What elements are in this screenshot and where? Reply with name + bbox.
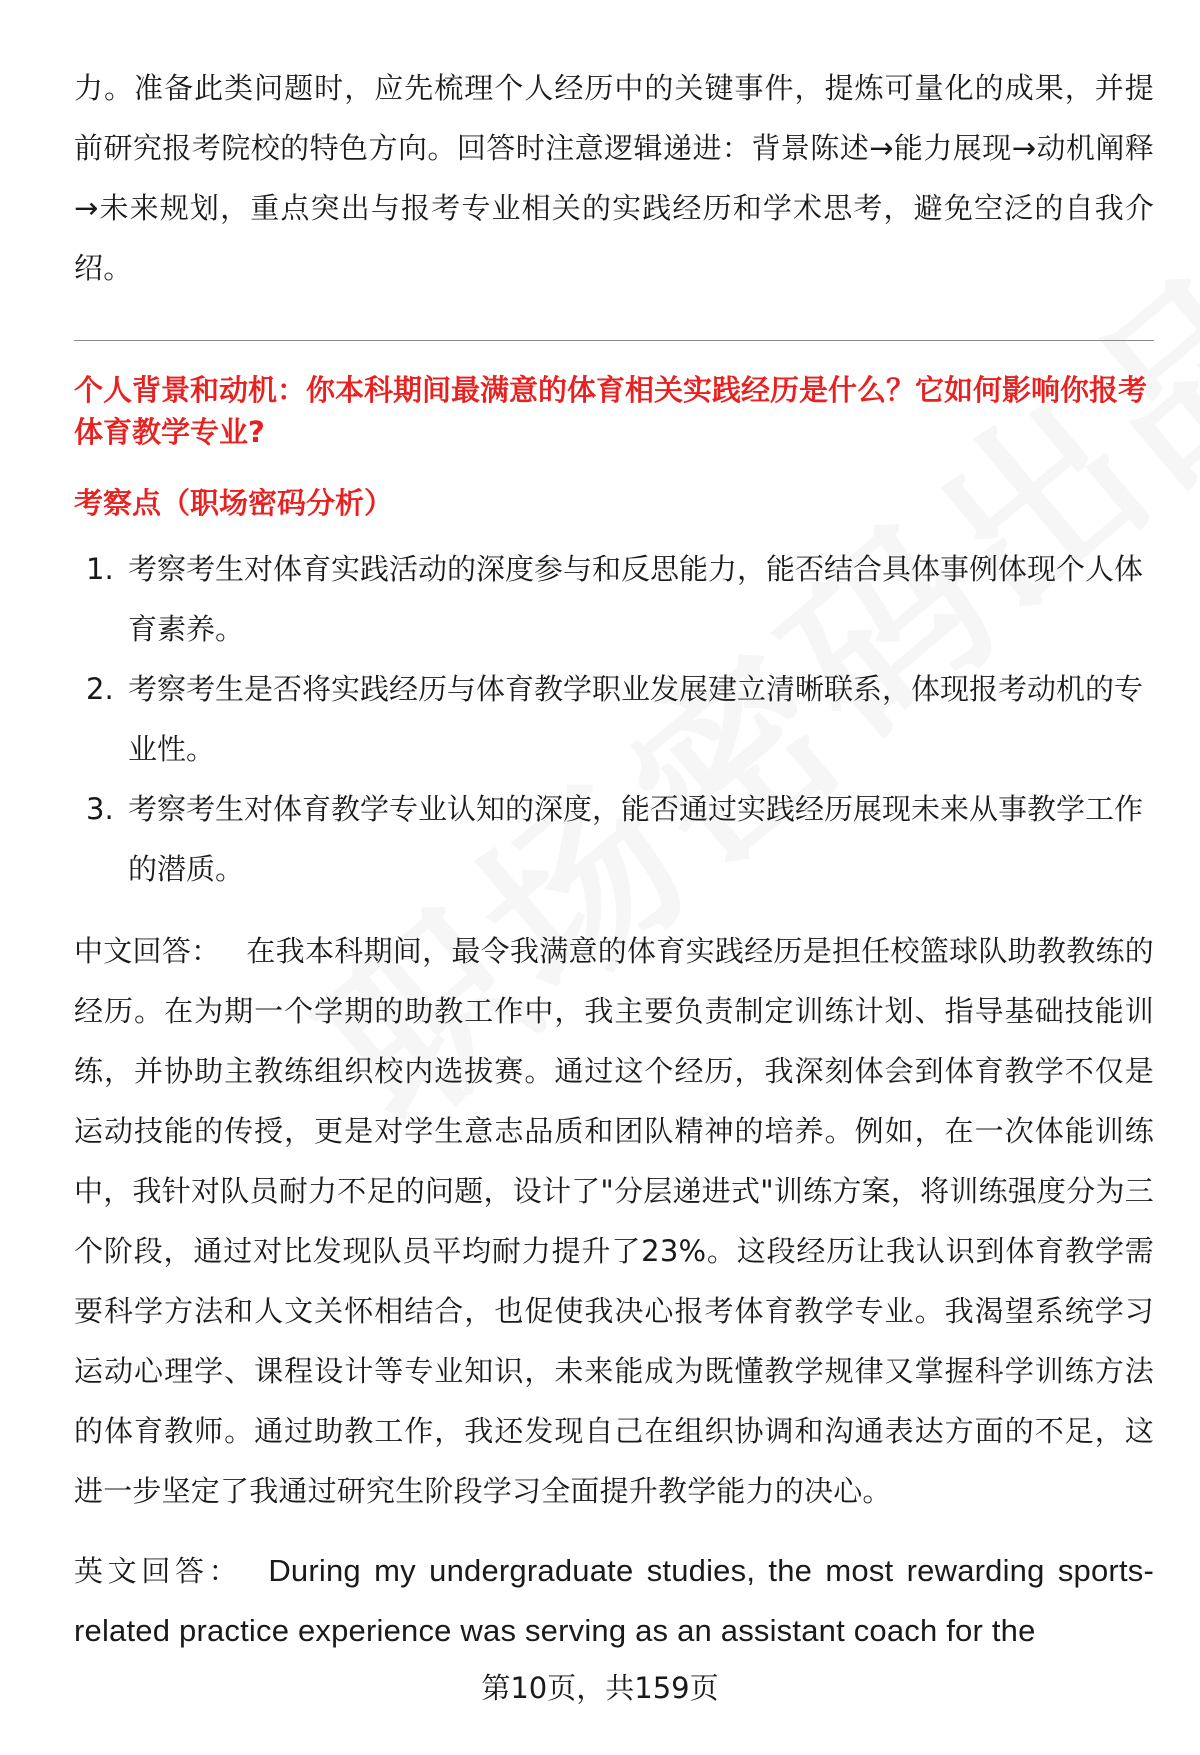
english-answer <box>74 1541 1154 1661</box>
chinese-answer-text: 在我本科期间，最令我满意的体育实践经历是担任校篮球队助教教练的经历。在为期一个学期的助教工作中，我主要负责制定训练计划、指导基础技能训练，并协助主教练组织校内选拔赛。通过这个经历，我深刻体会到体育教学不仅是运动技能的传授，更是对学生意志品质和团队精神的培养。例如，在一次体能训练中，我针对队员耐力不足的问题，设计了"分层递进式"训练方案，将训练强度分为三个阶段，通过对比发现队员平均耐力提升了23%。这段经历让我认识到体育教学需要科学方法和人文关怀相结合，也促使我决心报考体育教学专业。我渴望系统学习运动心理学、课程设计等专业知识，未来能成为既懂教学规律又掌握科学训练方法的体育教师。通过助教工作，我还发现自己在组织协调和沟通表达方面的不足，这进一步坚定了我通过研究生阶段学习全面提升教学能力的决心。 <box>74 934 1154 1508</box>
intro-paragraph: 力。准备此类问题时，应先梳理个人经历中的关键事件，提炼可量化的成果，并提前研究报考院校的特色方向。回答时注意逻辑递进：背景陈述→能力展现→动机阐释→未来规划，重点突出与报考专业相关的实践经历和学术思考，避免空泛的自我介绍。 <box>74 71 1154 285</box>
list-item-text: 考察考生是否将实践经历与体育教学职业发展建立清晰联系，体现报考动机的专业性。 <box>128 672 1144 766</box>
document-page <box>74 58 1154 1661</box>
section-divider <box>74 340 1154 341</box>
list-item-number: 2. <box>86 672 114 706</box>
list-item-text: 考察考生对体育实践活动的深度参与和反思能力，能否结合具体事例体现个人体育素养。 <box>128 552 1144 646</box>
list-item <box>74 659 1154 779</box>
question-title: 个人背景和动机：你本科期间最满意的体育相关实践经历是什么？它如何影响你报考体育教学专业? <box>74 373 1148 449</box>
assessment-subtitle: 考察点（职场密码分析） <box>74 486 394 520</box>
english-answer-text: During my undergraduate studies, the most rewarding sports-related practice experience was serving as an assistant coach for the <box>74 1553 1154 1648</box>
english-answer-label: 英文回答： <box>74 1554 243 1588</box>
chinese-answer <box>74 921 1154 1521</box>
page-number: 第10页，共159页 <box>481 1671 719 1705</box>
list-item-number: 1. <box>86 552 114 586</box>
chinese-answer-label: 中文回答： <box>74 934 221 968</box>
assessment-points-list <box>74 539 1154 899</box>
list-item-number: 3. <box>86 792 114 826</box>
list-item-text: 考察考生对体育教学专业认知的深度，能否通过实践经历展现未来从事教学工作的潜质。 <box>128 792 1144 886</box>
list-item <box>74 779 1154 899</box>
list-item <box>74 539 1154 659</box>
